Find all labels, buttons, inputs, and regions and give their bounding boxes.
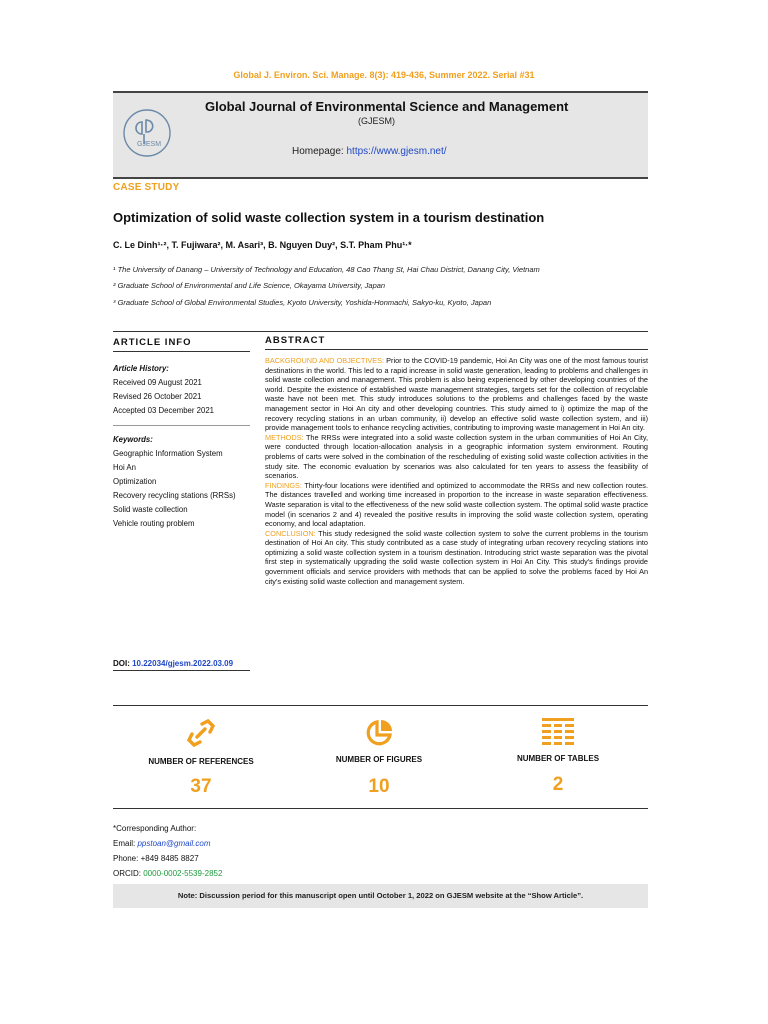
journal-logo [122,108,172,158]
article-info-heading: ARTICLE INFO [113,337,192,348]
keywords-label: Keywords: [113,435,153,444]
orcid-link[interactable]: 0000-0002-5539-2852 [143,869,223,878]
figures-label: NUMBER OF FIGURES [335,755,423,764]
affiliation-2: ² Graduate School of Environmental and Life Science, Okayama University, Japan [113,281,386,290]
corresponding-phone: Phone: +849 8485 8827 [113,854,199,863]
homepage-label: Homepage: [292,146,347,157]
journal-abbreviation: (GJESM) [358,116,395,126]
methods-text: The RRSs were integrated into a solid waste collection system in the urban communities of Hoi An City, were conducted through location-allocation analysis in a geographic information system environment. Routing problems of carts were solved in the combination of the rescheduling of existing solid waste collection activities in the study site. The economic evaluation by scenarios was also calculated for ten years to assess the feasibility of scenarios. [265,432,648,481]
background-text: Prior to the COVID-19 pandemic, Hoi An City was one of the most famous tourist destinations in the world. This led to a rapid increase in solid waste generation, leading to problems and challenges in solid waste collection and management. This problem is also being experienced by other developing countries of the world. Despite the existence of established waste management strategies, targets set for the collection of recyclable waste have not been met. This study introduces solutions to the problems and challenges faced by the waste management sector in Hoi An city and other developing countries. This study aimed to i) optimize the map of the recovery recycling stations in an urban community, ii) develop an effective solid waste collection system, and iii) provide management tools to enhance recycling activities, contributing to improving waste management in Hoi An city. [265,356,648,433]
corresponding-author [113,821,222,881]
logo-text: GJESM [136,141,162,148]
article-history-label: Article History: [113,364,169,373]
keyword-item: Hoi An [113,463,136,472]
references-count: 37 [190,776,212,797]
keyword-item: Solid waste collection [113,505,188,514]
table-icon [542,718,574,746]
corresponding-orcid [113,866,222,881]
info-divider [113,425,250,426]
corresponding-email [113,836,222,851]
doi-label: DOI: [113,659,133,668]
history-revised: Revised 26 October 2021 [113,392,202,401]
abstract-heading: ABSTRACT [265,335,326,346]
methods-label: METHODS: [265,432,304,442]
author-list: C. Le Dinh¹·², T. Fujiwara², M. Asari³, B. Nguyen Duy², S.T. Pham Phu¹·* [113,240,412,250]
abstract-rule [265,349,648,350]
journal-title: Global Journal of Environmental Science and Management [205,99,569,114]
findings-label: FINDINGS: [265,480,302,490]
pie-chart-icon [364,718,394,748]
journal-homepage [292,146,447,157]
keyword-item: Recovery recycling stations (RRSs) [113,491,236,500]
tables-label: NUMBER OF TABLES [516,754,600,763]
doi [113,659,233,668]
email-label: Email: [113,839,138,848]
stats-bottom-divider [113,808,648,809]
history-received: Received 09 August 2021 [113,378,202,387]
keyword-item: Geographic Information System [113,449,223,458]
email-link[interactable]: ppstoan@gmail.com [137,839,211,848]
background-label: BACKGROUND AND OBJECTIVES: [265,356,385,365]
tables-count: 2 [552,774,564,795]
affiliation-3: ³ Graduate School of Global Environmental Studies, Kyoto University, Yoshida-Honmachi, Sakyo-ku, Kyoto, Japan [113,298,492,307]
discussion-note: Note: Discussion period for this manuscript open until October 1, 2022 on GJESM website at the “Show Article”. [113,884,648,908]
figures-count: 10 [368,776,390,797]
paper-title: Optimization of solid waste collection system in a tourism destination [113,210,545,225]
section-divider [113,331,648,332]
stats-divider [113,705,648,706]
affiliation-1: ¹ The University of Danang – University of Technology and Education, 48 Cao Thang St, Hai Chau District, Danang City, Vietnam [113,265,540,274]
article-type: CASE STUDY [113,182,180,193]
homepage-link[interactable]: https://www.gjesm.net/ [346,146,447,157]
findings-text: Thirty-four locations were identified and optimized to accommodate the RRSs and new collection routes. The distances travelled and working time increased in proportion to the increase in waste separation effectiveness. Waste separation is vital to the effectiveness of the new solid waste collection system. The optimal solid waste practice model (in scenarios 2 and 4) revealed the positive results in improving the solid waste collection system, operating economy, and local adaptation. [265,480,648,529]
references-label: NUMBER OF REFERENCES [148,757,254,766]
keyword-item: Vehicle routing problem [113,519,195,528]
article-info-rule [113,351,250,352]
corresponding-heading: *Corresponding Author: [113,824,197,833]
link-icon [186,718,216,748]
conclusion-text: This study redesigned the solid waste collection system to solve the current problems in the tourism destination of Hoi An city. This study contributed as a case study of integrating urban recovery recycling stations into optimizing a solid waste collection system in a tourism destination. Introducing strict waste separation was the pivotal first step in systematically upgrading the solid waste collection system in Hoi An City. This study's findings provide government officials and service providers with methods that can be applied to solve the problems faced by Hoi An city's existing solid waste collection and management system. [265,528,648,586]
history-accepted: Accepted 03 December 2021 [113,406,214,415]
orcid-label: ORCID: [113,869,144,878]
keyword-item: Optimization [113,477,157,486]
conclusion-label: CONCLUSION: [265,528,316,538]
abstract-body [265,356,648,586]
doi-link[interactable]: 10.22034/gjesm.2022.03.09 [132,659,234,668]
doi-rule [113,670,250,671]
journal-citation: Global J. Environ. Sci. Manage. 8(3): 419-436, Summer 2022. Serial #31 [233,70,535,80]
